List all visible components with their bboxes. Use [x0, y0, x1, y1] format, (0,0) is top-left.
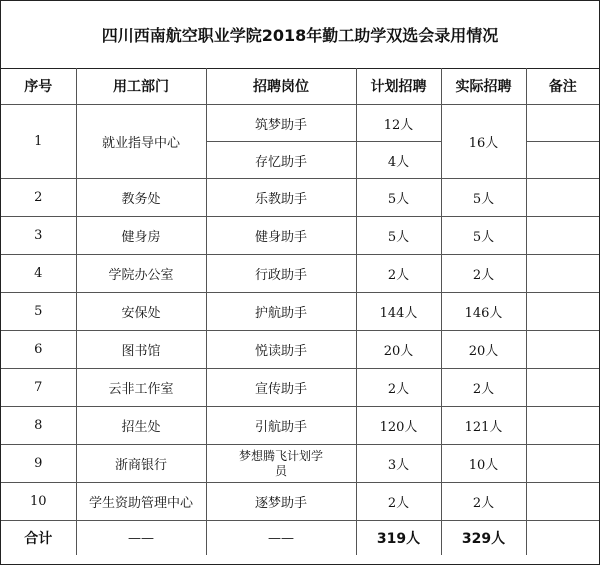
cell-dept: 就业指导中心 [76, 105, 206, 179]
cell-no: 7 [1, 369, 76, 407]
cell-no: 6 [1, 331, 76, 369]
cell-actual: 146人 [441, 293, 526, 331]
cell-post: 逐梦助手 [206, 483, 356, 521]
cell-note [526, 445, 599, 483]
table-row [1, 369, 599, 407]
table-title: 四川西南航空职业学院2018年勤工助学双选会录用情况 [1, 1, 599, 69]
header-note: 备注 [526, 68, 599, 105]
cell-no: 4 [1, 255, 76, 293]
cell-dept: 学院办公室 [76, 255, 206, 293]
cell-post: 筑梦助手 [206, 105, 356, 142]
cell-note [526, 369, 599, 407]
table-row [1, 483, 599, 521]
cell-actual: 5人 [441, 217, 526, 255]
cell-post: 悦读助手 [206, 331, 356, 369]
cell-no: 5 [1, 293, 76, 331]
cell-dept: 浙商银行 [76, 445, 206, 483]
cell-post: 梦想腾飞计划学员 [206, 445, 356, 483]
cell-note [526, 255, 599, 293]
table-row [1, 179, 599, 217]
cell-plan: 2人 [356, 483, 441, 521]
cell-plan: 20人 [356, 331, 441, 369]
header-actual: 实际招聘 [441, 68, 526, 105]
cell-note [526, 217, 599, 255]
table-row [1, 255, 599, 293]
cell-actual: 2人 [441, 483, 526, 521]
table-row [1, 105, 599, 142]
cell-note [526, 293, 599, 331]
cell-plan: 12人 [356, 105, 441, 142]
cell-no: 10 [1, 483, 76, 521]
cell-actual: 5人 [441, 179, 526, 217]
header-plan: 计划招聘 [356, 68, 441, 105]
header-post: 招聘岗位 [206, 68, 356, 105]
cell-post: 护航助手 [206, 293, 356, 331]
cell-plan: 2人 [356, 369, 441, 407]
cell-plan: 120人 [356, 407, 441, 445]
cell-plan: 5人 [356, 217, 441, 255]
cell-note [526, 179, 599, 217]
cell-dept: 学生资助管理中心 [76, 483, 206, 521]
cell-actual: 121人 [441, 407, 526, 445]
cell-post: 存忆助手 [206, 142, 356, 179]
cell-plan: 5人 [356, 179, 441, 217]
cell-dept: 安保处 [76, 293, 206, 331]
total-row [1, 521, 599, 556]
cell-post: 宣传助手 [206, 369, 356, 407]
cell-dept: 图书馆 [76, 331, 206, 369]
cell-plan: 4人 [356, 142, 441, 179]
cell-plan: 144人 [356, 293, 441, 331]
cell-note [526, 407, 599, 445]
cell-note [526, 331, 599, 369]
cell-actual: 16人 [441, 105, 526, 179]
cell-plan: 2人 [356, 255, 441, 293]
cell-post: 乐教助手 [206, 179, 356, 217]
cell-dept: 教务处 [76, 179, 206, 217]
cell-actual: 10人 [441, 445, 526, 483]
cell-dept: 招生处 [76, 407, 206, 445]
cell-actual: 2人 [441, 369, 526, 407]
cell-dept: 云非工作室 [76, 369, 206, 407]
cell-post: 引航助手 [206, 407, 356, 445]
cell-post: 行政助手 [206, 255, 356, 293]
cell-no: 2 [1, 179, 76, 217]
table-row [1, 217, 599, 255]
recruitment-table [1, 68, 599, 555]
cell-note [526, 142, 599, 179]
cell-no: 3 [1, 217, 76, 255]
table-row [1, 293, 599, 331]
cell-post: 健身助手 [206, 217, 356, 255]
total-dept: —— [76, 521, 206, 556]
cell-note [526, 105, 599, 142]
header-dept: 用工部门 [76, 68, 206, 105]
total-note [526, 521, 599, 556]
cell-no: 9 [1, 445, 76, 483]
table-row [1, 407, 599, 445]
cell-actual: 2人 [441, 255, 526, 293]
cell-dept: 健身房 [76, 217, 206, 255]
cell-plan: 3人 [356, 445, 441, 483]
cell-no: 8 [1, 407, 76, 445]
cell-note [526, 483, 599, 521]
header-no: 序号 [1, 68, 76, 105]
table-row [1, 331, 599, 369]
cell-actual: 20人 [441, 331, 526, 369]
total-label: 合计 [1, 521, 76, 556]
total-actual: 329人 [441, 521, 526, 556]
cell-no: 1 [1, 105, 76, 179]
total-plan: 319人 [356, 521, 441, 556]
table-row [1, 445, 599, 483]
total-post: —— [206, 521, 356, 556]
header-row [1, 68, 599, 105]
